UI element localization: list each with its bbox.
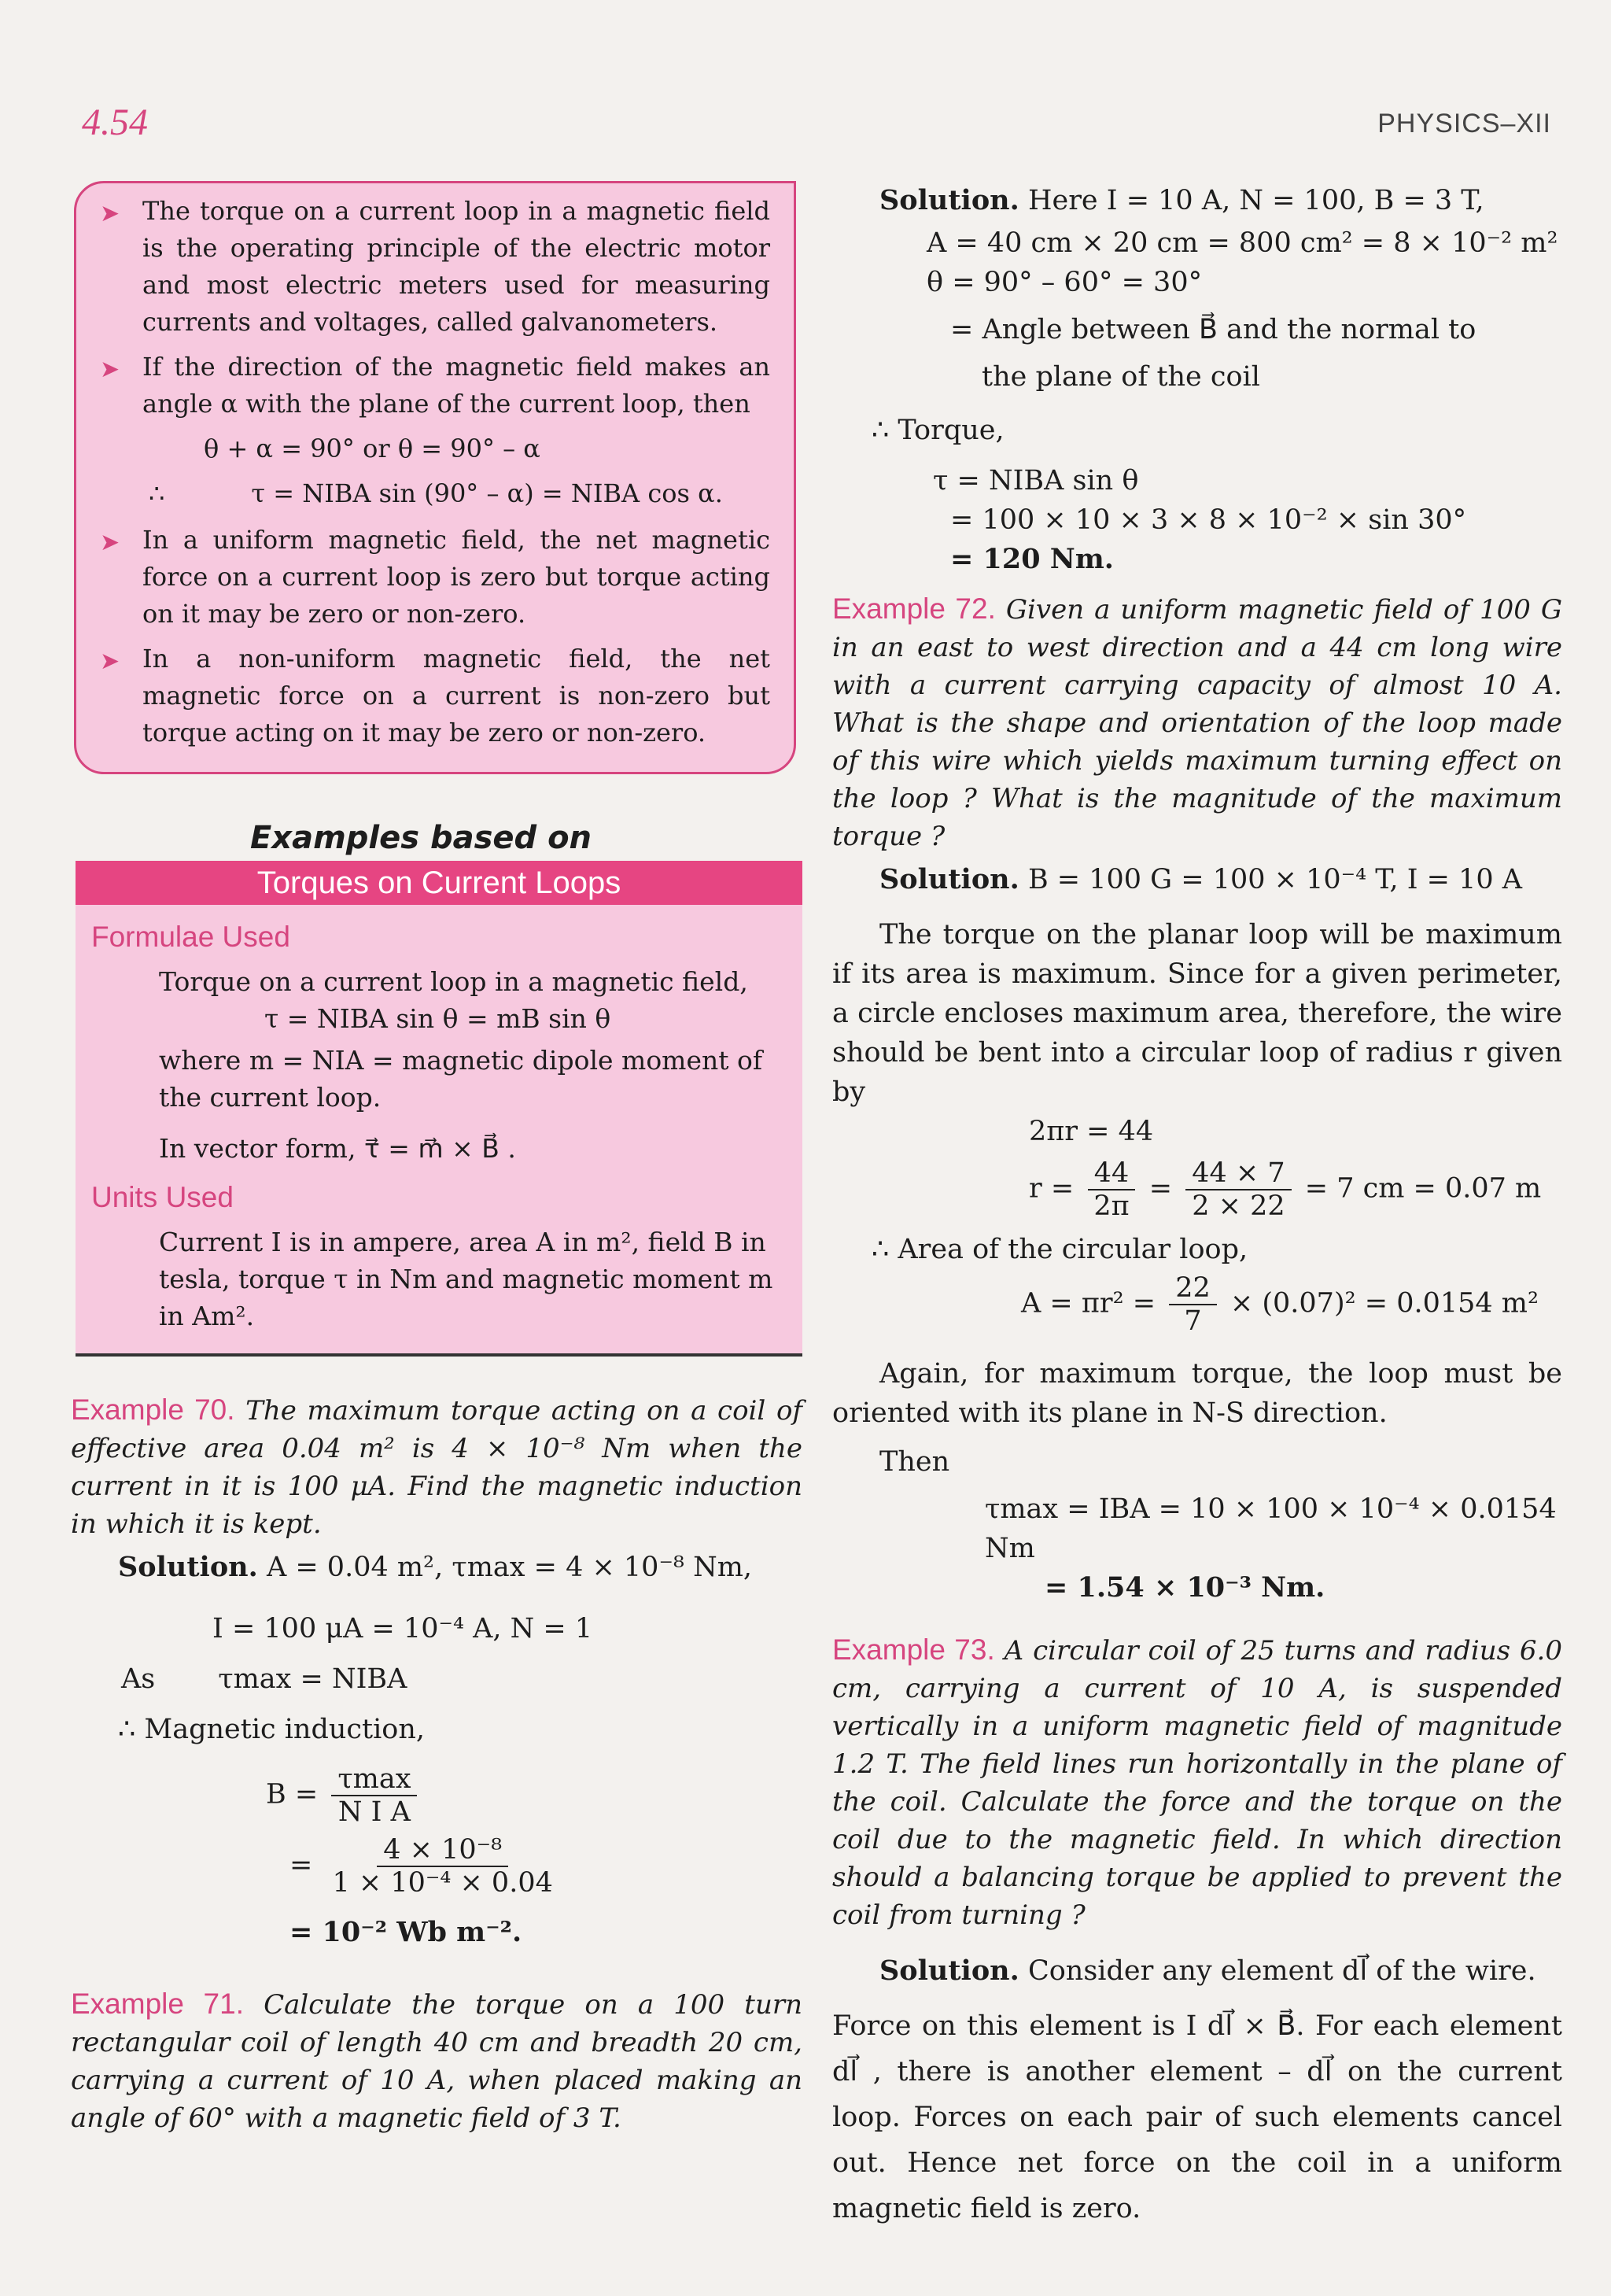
note-equation: ∴ τ = NIBA sin (90° – α) = NIBA cos α. <box>149 478 723 508</box>
solution-label: Solution. <box>879 1955 1019 1987</box>
formula-line: Torque on a current loop in a magnetic field, <box>159 966 748 997</box>
arrow-bullet-icon: ➤ <box>100 529 120 556</box>
formulae-label: Formulae Used <box>91 921 290 953</box>
solution-result: = 120 Nm. <box>950 543 1114 575</box>
solution-fraction: B = $\frac{\tau\max}{\text{N I A}}$ <box>71 1763 802 1828</box>
solution-line: Solution. A = 0.04 m², τmax = 4 × 10⁻⁸ Nm, <box>118 1551 753 1583</box>
example-71 <box>71 1985 802 2137</box>
example-text: The maximum torque acting on a coil of effective area 0.04 m² is 4 × 10⁻⁸ Nm when the current in it is 100 μA. Find the magnetic induction in which it is kept. <box>71 1395 802 1540</box>
example-text: Given a uniform magnetic field of 100 G in an east to west direction and a 44 cm long wire with a current carrying capacity of almost 10 A. What is the shape and orientation of the loop made of this wire which yields maximum turning effect on the loop ? What is the magnitude of the maximum torque ? <box>832 594 1562 852</box>
solution-line: ∴ Torque, <box>872 415 1005 446</box>
example-label: Example 72. <box>832 592 996 625</box>
solution-label: Solution. <box>879 863 1019 895</box>
example-label: Example 71. <box>71 1988 244 2020</box>
note-equation: θ + α = 90° or θ = 90° – α <box>204 434 540 463</box>
formula-line: where m = NIA = magnetic dipole moment of the current loop. <box>159 1045 763 1113</box>
solution-line: 2πr = 44 <box>1029 1116 1154 1147</box>
solution-fraction: = $\frac{\text{4 × 10⁻⁸}}{\text{1 × 10⁻⁴ × 0.04}}$ <box>289 1834 553 1899</box>
solution-line: Solution. Consider any element dl⃗ of the wire. <box>879 1955 1536 1987</box>
note-item: ➤ The torque on a current loop in a magnetic field is the operating principle of the electric motor and most electric meters used for measuring currents and voltages, called galvanometers. <box>100 196 770 337</box>
solution-line: I = 100 μA = 10⁻⁴ A, N = 1 <box>212 1613 593 1644</box>
units-text: Current I is in ampere, area A in m², field B in tesla, torque τ in Nm and magnetic moment m in Am². <box>159 1227 773 1331</box>
solution-line: A = 40 cm × 20 cm = 800 cm² = 8 × 10⁻² m² <box>927 227 1558 259</box>
examples-band: Torques on Current Loops <box>76 861 802 905</box>
example-label: Example 70. <box>71 1393 235 1426</box>
example-label: Example 73. <box>832 1633 995 1666</box>
formulae-box <box>76 905 802 1357</box>
example-73 <box>832 1631 1562 1934</box>
solution-line: ∴ Area of the circular loop, <box>872 1234 1248 1265</box>
solution-line: Then <box>879 1446 950 1478</box>
solution-line: θ = 90° – 60° = 30° <box>927 267 1203 298</box>
solution-label: Solution. <box>118 1551 258 1583</box>
page-number: 4.54 <box>82 102 148 143</box>
examples-title: Examples based on <box>249 820 592 856</box>
solution-line: = Angle between B⃗ and the normal to <box>950 314 1476 345</box>
solution-result: = 1.54 × 10⁻³ Nm. <box>1045 1571 1325 1604</box>
example-70 <box>71 1391 802 1543</box>
examples-heading <box>71 820 802 905</box>
solution-fraction: A = πr² = $\frac{22}{7}$ × (0.07)² = 0.0154 m² <box>1021 1272 1539 1337</box>
solution-line: ∴ Magnetic induction, <box>118 1714 426 1745</box>
solution-line: τmax = IBA = 10 × 100 × 10⁻⁴ × 0.0154 Nm <box>985 1493 1557 1564</box>
example-text: A circular coil of 25 turns and radius 6.0 cm, carrying a current of 10 A, is suspended vertically in a uniform magnetic field of magnitude 1.2 T. The field lines run horizontally in the plane of the coil. Calculate the force and the torque on the coil due to the magnetic field. In which direction should a balancing torque be applied to prevent the coil from turning ? <box>832 1635 1562 1931</box>
note-item: ➤ In a non-uniform magnetic field, the net magnetic force on a current is non-zero but torque acting on it may be zero or non-zero. <box>100 644 770 747</box>
arrow-bullet-icon: ➤ <box>100 648 120 675</box>
example-text: Calculate the torque on a 100 turn rectangular coil of length 40 cm and breadth 20 cm, carrying a current of 10 A, when placed making an angle of 60° with a magnetic field of 3 T. <box>71 1989 803 2134</box>
formula-line: τ = NIBA sin θ = mB sin θ <box>264 1003 611 1034</box>
solution-line: = 100 × 10 × 3 × 8 × 10⁻² × sin 30° <box>950 504 1467 536</box>
solution-paragraph: Force on this element is I dl⃗ × B⃗. For each element dl⃗ , there is another element – dl⃗ on the current loop. Forces on each pair of such elements cancel out. Hence net force on the coil in a uniform magnetic field is zero. <box>832 2010 1562 2224</box>
solution-line: the plane of the coil <box>982 361 1260 393</box>
solution-line: Solution. B = 100 G = 100 × 10⁻⁴ T, I = 10 A <box>879 863 1523 895</box>
solution-line: As τmax = NIBA <box>121 1663 407 1695</box>
right-column <box>832 181 1562 2231</box>
solution-line: τ = NIBA sin θ <box>933 465 1139 496</box>
solution-label: Solution. <box>879 184 1019 216</box>
solution-result: = 10⁻² Wb m⁻². <box>289 1916 522 1948</box>
arrow-bullet-icon: ➤ <box>100 356 120 383</box>
solution-paragraph: The torque on the planar loop will be maximum if its area is maximum. Since for a given perimeter, a circle encloses maximum area, therefore, the wire should be bent into a circular loop of radius r given by <box>832 919 1562 1108</box>
solution-paragraph: Again, for maximum torque, the loop must be oriented with its plane in N-S direction. <box>832 1358 1562 1429</box>
left-column <box>71 181 802 2137</box>
units-label: Units Used <box>91 1181 234 1213</box>
formula-line: In vector form, τ⃗ = m⃗ × B⃗ . <box>159 1133 516 1164</box>
example-72 <box>832 590 1562 855</box>
note-item: ➤ In a uniform magnetic field, the net magnetic force on a current loop is zero but torque acting on it may be zero or non-zero. <box>100 525 770 629</box>
running-title: PHYSICS–XII <box>1377 109 1551 138</box>
notes-box <box>74 181 796 774</box>
note-item: ➤ If the direction of the magnetic field makes an angle α with the plane of the current loop, then <box>100 352 770 419</box>
solution-fraction: r = $\frac{44}{2\pi}$ = $\frac{44 \times 7}{2 \times 22}$ = 7 cm = 0.07 m <box>1029 1157 1542 1222</box>
arrow-bullet-icon: ➤ <box>100 200 120 227</box>
solution-line: Solution. Here I = 10 A, N = 100, B = 3 T, <box>879 184 1484 216</box>
